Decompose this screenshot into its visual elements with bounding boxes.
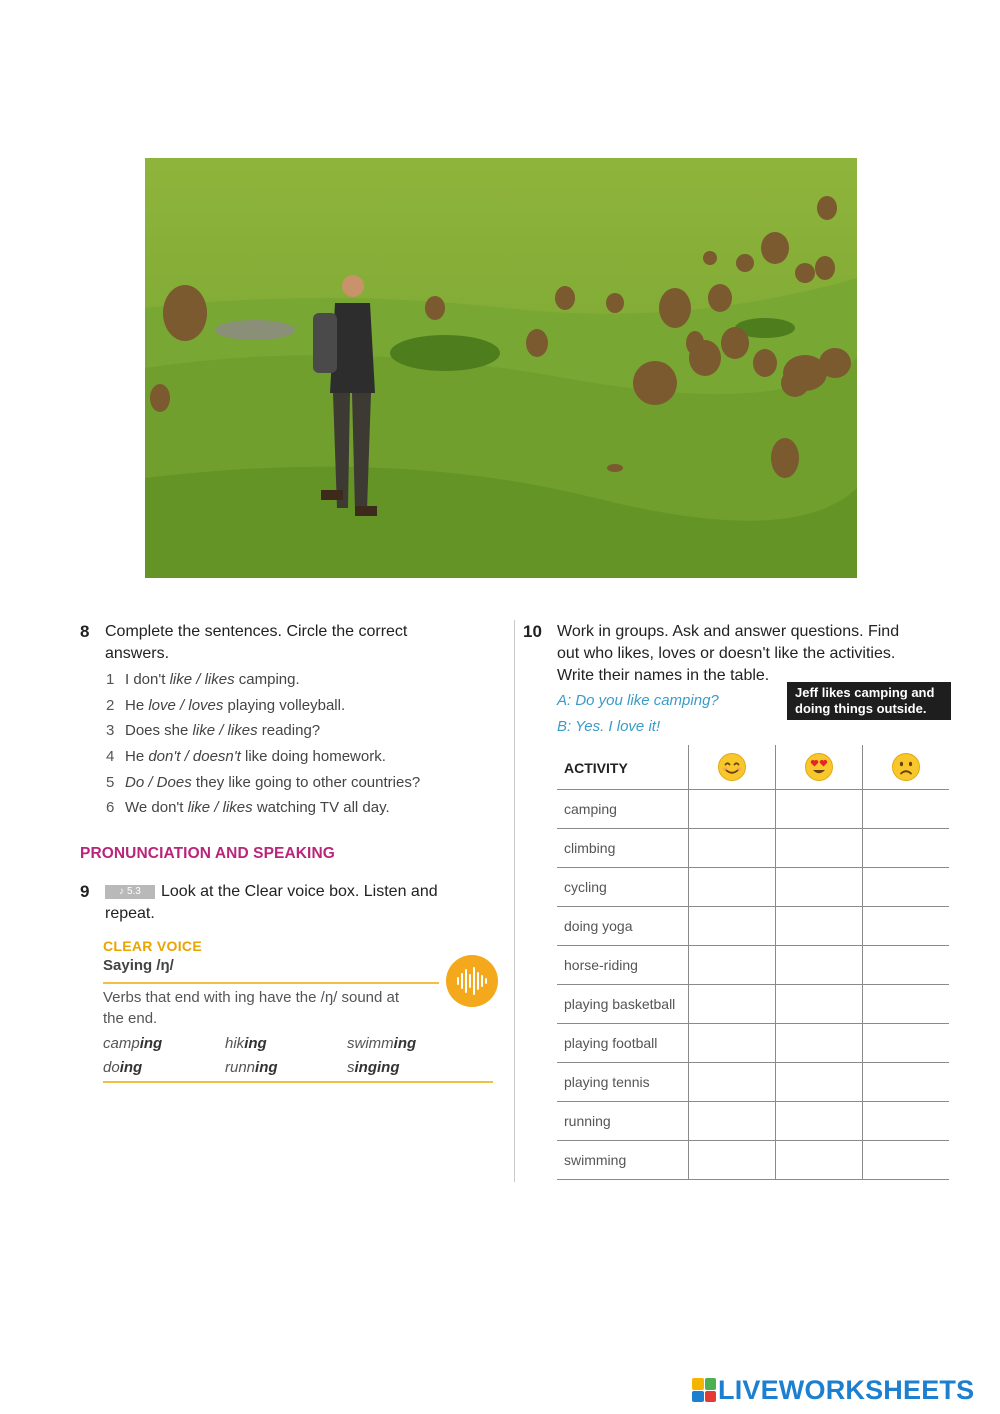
word-stem: do <box>103 1058 120 1076</box>
audio-track-badge[interactable]: ♪ 5.3 <box>105 885 155 899</box>
word-ending: ing <box>244 1034 267 1052</box>
answer-choice[interactable]: like / likes <box>169 671 235 689</box>
table-row <box>557 1141 949 1180</box>
loves-cell[interactable] <box>775 828 862 867</box>
section-title: PRONUNCIATION AND SPEAKING <box>80 845 335 862</box>
exercise-8-number: 8 <box>80 622 90 641</box>
word-ending: ing <box>139 1034 163 1052</box>
clear-voice-subtitle: Saying /ŋ/ <box>103 957 174 974</box>
sentence-suffix: watching TV all day. <box>252 799 390 817</box>
instruction-line: Look at the Clear voice box. Listen and <box>161 883 438 900</box>
dialog-line-a: A: Do you like camping? <box>557 692 719 709</box>
loves-cell[interactable] <box>775 1102 862 1141</box>
item-number: 4 <box>106 748 115 766</box>
likes-cell[interactable] <box>688 1102 775 1141</box>
instruction-line: Work in groups. Ask and answer questions. Find <box>557 623 900 640</box>
caption-line-1: Jeff likes camping and <box>795 685 935 700</box>
instruction-line: out who likes, loves or doesn't like the activities. <box>557 645 896 662</box>
item-number: 2 <box>106 696 115 714</box>
smiling-face-icon <box>717 752 747 782</box>
sentence-item <box>106 744 506 770</box>
dislikes-cell[interactable] <box>862 867 949 906</box>
exercise-9-number: 9 <box>80 882 90 901</box>
activity-cell: running <box>557 1102 688 1141</box>
instruction-line: repeat. <box>105 905 155 922</box>
sentence-item <box>106 795 506 821</box>
dislikes-cell[interactable] <box>862 945 949 984</box>
word-stem: swimm <box>347 1034 394 1052</box>
likes-cell[interactable] <box>688 906 775 945</box>
word-ending: ing <box>255 1058 278 1076</box>
activity-cell: climbing <box>557 828 688 867</box>
loves-cell[interactable] <box>775 867 862 906</box>
exercise-8-instruction <box>105 621 505 665</box>
table-row <box>557 1102 949 1141</box>
answer-choice[interactable]: don't / doesn't <box>148 748 241 766</box>
loves-column-header <box>775 745 862 789</box>
sentence-item <box>106 693 506 719</box>
table-row <box>557 789 949 828</box>
loves-cell[interactable] <box>775 1024 862 1063</box>
dislikes-cell[interactable] <box>862 1024 949 1063</box>
word-item <box>347 1035 416 1052</box>
sentence-prefix: We don't <box>125 799 188 817</box>
dislikes-cell[interactable] <box>862 906 949 945</box>
body-line: Verbs that end with ing have the /ŋ/ sound at <box>103 989 400 1006</box>
word-stem: camp <box>103 1034 140 1052</box>
word-item <box>225 1059 347 1076</box>
likes-cell[interactable] <box>688 789 775 828</box>
dislikes-cell[interactable] <box>862 828 949 867</box>
clear-voice-title: CLEAR VOICE <box>103 938 202 954</box>
sentence-prefix: He <box>125 748 149 766</box>
word-ending: ing <box>393 1034 417 1052</box>
sentence-item <box>106 718 506 744</box>
liveworksheets-mark-icon <box>692 1378 716 1402</box>
activity-cell: horse-riding <box>557 945 688 984</box>
activity-cell: playing tennis <box>557 1063 688 1102</box>
word-item <box>103 1035 225 1052</box>
sentence-prefix: Does she <box>125 722 193 740</box>
exercise-8-sentences <box>106 667 506 821</box>
frowning-face-icon <box>891 752 921 782</box>
exercise-10-number: 10 <box>523 622 542 641</box>
sentence-suffix: they like going to other countries? <box>191 773 421 791</box>
clear-voice-body <box>103 987 448 1029</box>
word-stem: hik <box>225 1034 245 1052</box>
word-item <box>225 1035 347 1052</box>
activity-cell: playing basketball <box>557 984 688 1023</box>
column-divider <box>514 620 515 1182</box>
activity-table <box>557 745 949 1180</box>
activity-cell: playing football <box>557 1024 688 1063</box>
likes-cell[interactable] <box>688 1141 775 1180</box>
sound-wave-icon[interactable] <box>446 955 498 1007</box>
dislikes-cell[interactable] <box>862 1141 949 1180</box>
item-number: 1 <box>106 671 115 689</box>
word-stem: s <box>347 1058 355 1076</box>
loves-cell[interactable] <box>775 906 862 945</box>
clear-voice-top-rule <box>103 982 439 984</box>
likes-column-header <box>688 745 775 789</box>
answer-choice[interactable]: like / likes <box>187 799 253 817</box>
word-stem: runn <box>225 1058 256 1076</box>
answer-choice[interactable]: love / loves <box>148 696 224 714</box>
dislikes-column-header <box>862 745 949 789</box>
activity-cell: camping <box>557 789 688 828</box>
table-header-row <box>557 745 949 789</box>
table-row <box>557 906 949 945</box>
sentence-suffix: playing volleyball. <box>223 696 346 714</box>
sentence-item <box>106 667 506 693</box>
clear-voice-word-list <box>103 1031 453 1079</box>
item-number: 5 <box>106 773 115 791</box>
loves-cell[interactable] <box>775 789 862 828</box>
table-row <box>557 828 949 867</box>
photo-caption <box>787 682 951 720</box>
answer-choice[interactable]: Do / Does <box>125 773 192 791</box>
likes-cell[interactable] <box>688 867 775 906</box>
caption-line-2: doing things outside. <box>795 701 927 716</box>
instruction-line: Write their names in the table. <box>557 667 770 684</box>
word-item <box>347 1059 400 1076</box>
likes-cell[interactable] <box>688 984 775 1023</box>
likes-cell[interactable] <box>688 1063 775 1102</box>
word-ending: ing <box>119 1058 143 1076</box>
activity-cell: cycling <box>557 867 688 906</box>
activity-column-header: ACTIVITY <box>557 745 688 789</box>
exercise-9-instruction <box>105 881 505 925</box>
sentence-item <box>106 769 506 795</box>
dislikes-cell[interactable] <box>862 1063 949 1102</box>
word-row <box>103 1031 453 1055</box>
likes-cell[interactable] <box>688 828 775 867</box>
dislikes-cell[interactable] <box>862 1102 949 1141</box>
instruction-line: answers. <box>105 645 170 662</box>
likes-cell[interactable] <box>688 1024 775 1063</box>
loves-cell[interactable] <box>775 945 862 984</box>
audio-track-number: 5.3 <box>126 886 141 897</box>
logo-text: LIVEWORKSHEETS <box>718 1374 975 1405</box>
sentence-suffix: camping. <box>234 671 300 689</box>
liveworksheets-logo[interactable] <box>692 1374 974 1406</box>
meadow-with-monkeys-image <box>145 158 857 578</box>
instruction-line: Complete the sentences. Circle the correct <box>105 623 408 640</box>
table-row <box>557 1063 949 1102</box>
activity-cell: swimming <box>557 1141 688 1180</box>
word-row <box>103 1055 453 1079</box>
dislikes-cell[interactable] <box>862 789 949 828</box>
item-number: 6 <box>106 799 115 817</box>
sentence-prefix: I don't <box>125 671 170 689</box>
table-row <box>557 1024 949 1063</box>
body-line: the end. <box>103 1010 158 1027</box>
loves-cell[interactable] <box>775 1141 862 1180</box>
loves-cell[interactable] <box>775 1063 862 1102</box>
loves-cell[interactable] <box>775 984 862 1023</box>
clear-voice-bottom-rule <box>103 1081 493 1083</box>
word-item <box>103 1059 225 1076</box>
table-row <box>557 945 949 984</box>
answer-choice[interactable]: like / likes <box>192 722 258 740</box>
word-ending: inging <box>354 1058 400 1076</box>
sentence-suffix: reading? <box>257 722 321 740</box>
table-row <box>557 984 949 1023</box>
likes-cell[interactable] <box>688 945 775 984</box>
activity-cell: doing yoga <box>557 906 688 945</box>
sentence-prefix: He <box>125 696 149 714</box>
dialog-line-b: B: Yes. I love it! <box>557 718 661 735</box>
heart-eyes-face-icon <box>804 752 834 782</box>
dislikes-cell[interactable] <box>862 984 949 1023</box>
exercise-10-instruction <box>557 621 957 687</box>
item-number: 3 <box>106 722 115 740</box>
table-row <box>557 867 949 906</box>
sentence-suffix: like doing homework. <box>240 748 386 766</box>
